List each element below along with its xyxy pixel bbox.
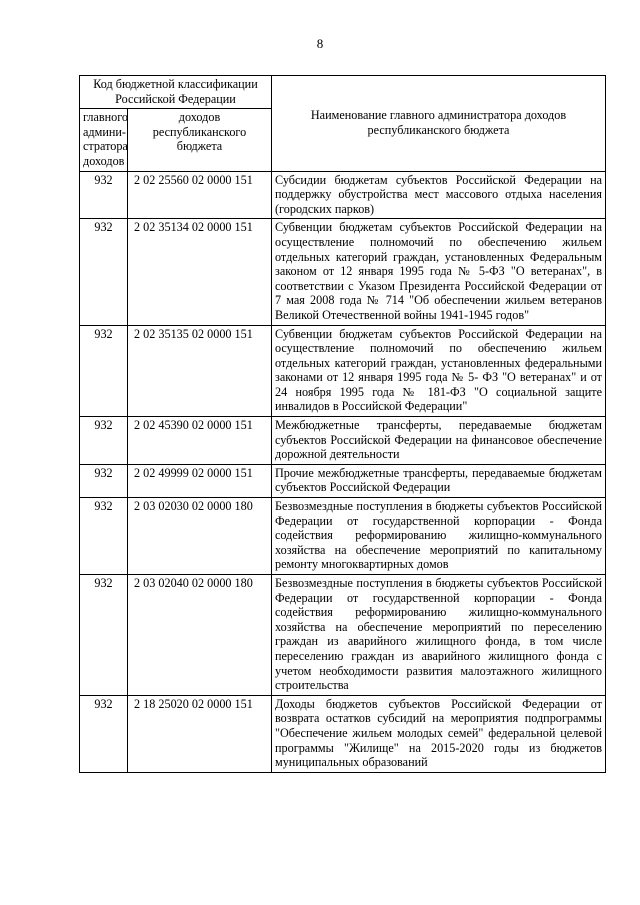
page-number: 8: [316, 36, 324, 51]
income-code-cell: 2 02 45390 02 0000 151: [128, 417, 272, 465]
income-code-cell: 2 18 25020 02 0000 151: [128, 695, 272, 772]
income-name-cell: Безвозмездные поступления в бюджеты субъектов Российской Федерации от государственной корпорации - Фонда содействия реформированию жилищно-коммунального хозяйства на обеспечение мероприятий по капитальному ремонту многоквартирных домов: [272, 498, 606, 575]
income-name-cell: Прочие межбюджетные трансферты, передаваемые бюджетам субъектов Российской Федерации: [272, 464, 606, 497]
header-classification: Код бюджетной классификации Российской Федерации: [80, 76, 272, 109]
table-row: [80, 498, 606, 575]
income-code-cell: 2 02 35135 02 0000 151: [128, 325, 272, 417]
table-row: [80, 325, 606, 417]
table-row: [80, 171, 606, 219]
income-name-cell: Субсидии бюджетам субъектов Российской Федерации на поддержку обустройства мест массового отдыха населения (городских парков): [272, 171, 606, 219]
income-code-cell: 2 03 02030 02 0000 180: [128, 498, 272, 575]
admin-code-cell: 932: [80, 575, 128, 696]
admin-code-cell: 932: [80, 695, 128, 772]
income-name-cell: Доходы бюджетов субъектов Российской Федерации от возврата остатков субсидий на мероприятия подпрограммы "Обеспечение жильем молодых семей" федеральной целевой программы "Жилище" на 2015-2020 годы из бюджетов муниципальных образований: [272, 695, 606, 772]
table-row: [80, 464, 606, 497]
admin-code-cell: 932: [80, 171, 128, 219]
income-name-cell: Безвозмездные поступления в бюджеты субъектов Российской Федерации от государственной корпорации - Фонда содействия реформированию жилищно-коммунального хозяйства на обеспечение мероприятий по переселению граждан из аварийного жилищного фонда, в том числе переселению граждан из аварийного жилищного фонда с учетом необходимости развития малоэтажного жилищного строительства: [272, 575, 606, 696]
table-row: [80, 219, 606, 325]
income-name-cell: Субвенции бюджетам субъектов Российской Федерации на осуществление полномочий по обеспечению жильем отдельных категорий граждан, установленных федеральными законами от 12 января 1995 года № 5- ФЗ "О ветеранах" и от 24 ноября 1995 года № 181-ФЗ "О социальной защите инвалидов в Российской Федерации": [272, 325, 606, 417]
income-code-cell: 2 02 25560 02 0000 151: [128, 171, 272, 219]
header-admin-column: главного админи-стратора доходов: [80, 109, 128, 171]
budget-classification-table: [79, 75, 606, 773]
header-row-top: [80, 76, 606, 109]
income-code-cell: 2 02 35134 02 0000 151: [128, 219, 272, 325]
admin-code-cell: 932: [80, 219, 128, 325]
admin-code-cell: 932: [80, 464, 128, 497]
income-name-cell: Субвенции бюджетам субъектов Российской Федерации на осуществление полномочий по обеспечению жильем отдельных категорий граждан, установленных Федеральным законом от 12 января 1995 года № 5-ФЗ "О ветеранах", в соответствии с Указом Президента Российской Федерации от 7 мая 2008 года № 714 "Об обеспечении жильем ветеранов Великой Отечественной войны 1941-1945 годов": [272, 219, 606, 325]
admin-code-cell: 932: [80, 498, 128, 575]
admin-code-cell: 932: [80, 417, 128, 465]
header-name-column: Наименование главного администратора доходов республиканского бюджета: [272, 76, 606, 172]
header-income-column: доходов республиканского бюджета: [128, 109, 272, 171]
income-code-cell: 2 03 02040 02 0000 180: [128, 575, 272, 696]
table-row: [80, 417, 606, 465]
table-body: [80, 171, 606, 772]
admin-code-cell: 932: [80, 325, 128, 417]
table-row: [80, 695, 606, 772]
table-row: [80, 575, 606, 696]
income-code-cell: 2 02 49999 02 0000 151: [128, 464, 272, 497]
income-name-cell: Межбюджетные трансферты, передаваемые бюджетам субъектов Российской Федерации на финансовое обеспечение дорожной деятельности: [272, 417, 606, 465]
